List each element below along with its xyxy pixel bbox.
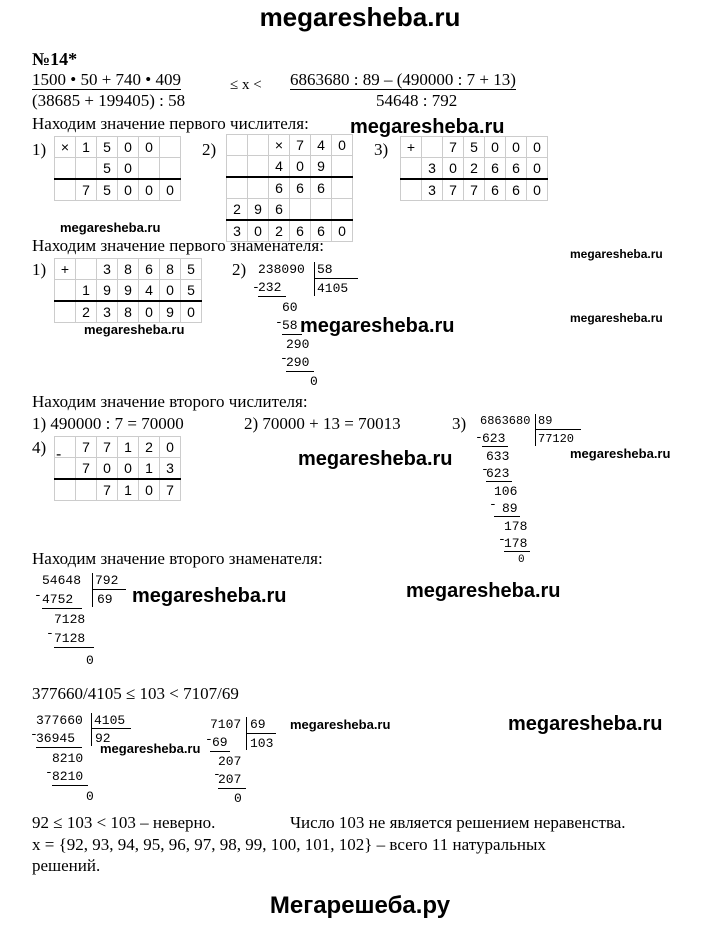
watermark: megaresheba.ru [350, 116, 505, 138]
grid-cell [160, 158, 181, 180]
grid-cell: 7 [443, 179, 464, 201]
grid-cell: 0 [118, 458, 139, 480]
watermark: megaresheba.ru [100, 741, 201, 756]
grid-cell: 4 [139, 280, 160, 302]
step-label: 2) [202, 140, 217, 159]
grid-cell: 7 [464, 179, 485, 201]
solution-set-end: решений. [32, 856, 101, 875]
grid-cell: 5 [181, 259, 202, 280]
grid-cell [248, 135, 269, 156]
grid-cell: 7 [290, 135, 311, 156]
division-step: 8210 [52, 769, 84, 784]
grid-cell: 5 [97, 179, 118, 201]
watermark: megaresheba.ru [406, 580, 561, 602]
grid-cell [76, 259, 97, 280]
grid-cell: 7 [97, 479, 118, 501]
grid-cell [311, 199, 332, 221]
division-step: 207 [218, 754, 242, 769]
grid-cell: 0 [118, 137, 139, 158]
division-step: 232 [258, 280, 282, 295]
problem-number: №14* [32, 49, 78, 69]
grid-cell: 0 [332, 135, 353, 156]
division-step: 623 [482, 431, 506, 446]
division-step: 0 [86, 653, 94, 668]
dividend: 377660 [36, 713, 83, 728]
grid-cell [290, 199, 311, 221]
multiplication-grid-1 [54, 136, 181, 201]
grid-cell: 3 [160, 458, 181, 480]
divisor: 69 [250, 717, 266, 732]
dividend: 54648 [42, 573, 82, 588]
grid-cell [55, 301, 76, 323]
conclusion-statement: Число 103 не является решением неравенства. [290, 813, 626, 832]
grid-cell: 6 [506, 158, 527, 180]
grid-cell: 0 [485, 137, 506, 158]
grid-cell [76, 479, 97, 501]
grid-cell: 6 [311, 177, 332, 199]
header-site-title: megaresheba.ru [259, 2, 461, 32]
watermark: megaresheba.ru [300, 315, 455, 337]
grid-cell: 5 [97, 158, 118, 180]
grid-cell: 6 [311, 220, 332, 242]
section3-title: Находим значение второго числителя: [32, 392, 308, 411]
step-label: 4) [32, 438, 47, 457]
watermark: megaresheba.ru [298, 448, 453, 470]
grid-cell: 0 [443, 158, 464, 180]
grid-cell: 2 [464, 158, 485, 180]
subtraction-grid [54, 436, 181, 501]
step-2: 2) 70000 + 13 = 70013 [244, 414, 401, 433]
watermark: megaresheba.ru [290, 717, 391, 732]
section2-title: Находим значение первого знаменателя: [32, 236, 324, 255]
watermark: megaresheba.ru [508, 713, 663, 735]
grid-cell: 0 [527, 137, 548, 158]
grid-cell: 7 [76, 437, 97, 458]
grid-cell: 4 [311, 135, 332, 156]
grid-cell: 2 [269, 220, 290, 242]
watermark: megaresheba.ru [570, 446, 671, 461]
grid-cell: 1 [118, 479, 139, 501]
grid-cell: 3 [97, 259, 118, 280]
grid-cell: 9 [311, 156, 332, 178]
division-step: 58 [282, 318, 298, 333]
grid-cell: 0 [139, 179, 160, 201]
quotient: 69 [97, 592, 113, 607]
grid-cell: 7 [160, 479, 181, 501]
grid-cell: 1 [139, 458, 160, 480]
grid-cell: 5 [464, 137, 485, 158]
grid-cell: 8 [160, 259, 181, 280]
grid-cell [227, 156, 248, 178]
quotient: 92 [95, 731, 111, 746]
grid-cell: 7 [443, 137, 464, 158]
grid-cell: 0 [290, 156, 311, 178]
grid-cell: × [269, 135, 290, 156]
grid-cell: 8 [118, 301, 139, 323]
grid-cell [422, 137, 443, 158]
grid-cell [248, 156, 269, 178]
addition-grid-2 [54, 258, 202, 323]
right-numerator: 6863680 : 89 – (490000 : 7 + 13) [290, 70, 516, 89]
grid-cell [55, 158, 76, 180]
grid-cell: 1 [76, 137, 97, 158]
grid-cell: 0 [527, 158, 548, 180]
grid-cell: 0 [506, 137, 527, 158]
section4-title: Находим значение второго знаменателя: [32, 549, 323, 568]
inequality-check: 377660/4105 ≤ 103 < 7107/69 [32, 684, 239, 703]
division-step: 60 [282, 300, 298, 315]
grid-cell [401, 179, 422, 201]
quotient: 103 [250, 736, 274, 751]
grid-cell: 6 [269, 177, 290, 199]
grid-cell: 6 [506, 179, 527, 201]
grid-cell: 3 [97, 301, 118, 323]
grid-cell: 6 [269, 199, 290, 221]
solution-set: x = {92, 93, 94, 95, 96, 97, 98, 99, 100, 101, 102} – всего 11 натуральных [32, 835, 546, 854]
multiplication-grid-2 [226, 134, 353, 242]
section1-title: Находим значение первого числителя: [32, 114, 309, 133]
step-label: 3) [374, 140, 389, 159]
grid-cell [139, 158, 160, 180]
divisor: 4105 [94, 713, 126, 728]
grid-cell: 0 [160, 280, 181, 302]
grid-cell: 0 [118, 179, 139, 201]
grid-cell: 6 [290, 177, 311, 199]
division-step: 290 [286, 355, 310, 370]
grid-cell: 0 [139, 137, 160, 158]
division-step: 89 [502, 501, 518, 516]
watermark: megaresheba.ru [84, 322, 185, 337]
grid-cell [160, 137, 181, 158]
watermark: megaresheba.ru [570, 311, 663, 325]
division-step: 0 [234, 791, 242, 806]
grid-cell: 0 [248, 220, 269, 242]
grid-cell: 0 [118, 158, 139, 180]
left-numerator: 1500 • 50 + 740 • 409 [32, 70, 181, 89]
grid-cell: 4 [269, 156, 290, 178]
grid-cell: 0 [139, 479, 160, 501]
conclusion-check: 92 ≤ 103 < 103 – неверно. [32, 813, 216, 832]
watermark: megaresheba.ru [570, 247, 663, 261]
dividend: 6863680 [480, 414, 531, 428]
grid-cell: 8 [118, 259, 139, 280]
grid-cell: 9 [248, 199, 269, 221]
grid-cell: 9 [160, 301, 181, 323]
divisor: 89 [538, 414, 553, 428]
right-denominator: 54648 : 792 [376, 91, 458, 110]
grid-cell: 7 [76, 458, 97, 480]
dividend: 238090 [258, 262, 305, 277]
division-step: 0 [310, 374, 318, 389]
grid-cell: 2 [76, 301, 97, 323]
grid-cell: 3 [227, 220, 248, 242]
grid-cell: 1 [118, 437, 139, 458]
grid-cell: 0 [97, 458, 118, 480]
grid-cell: 1 [76, 280, 97, 302]
grid-cell: 2 [227, 199, 248, 221]
grid-cell: 0 [181, 301, 202, 323]
grid-cell: 6 [290, 220, 311, 242]
grid-cell: 5 [97, 137, 118, 158]
grid-cell [227, 135, 248, 156]
footer-site-title: Мегарешеба.ру [269, 892, 451, 919]
grid-cell [401, 158, 422, 180]
watermark: megaresheba.ru [132, 585, 287, 607]
grid-cell: × [55, 137, 76, 158]
division-step: 178 [504, 519, 528, 534]
divisor: 792 [95, 573, 119, 588]
division-step: 8210 [52, 751, 84, 766]
division-step: 36945 [36, 731, 76, 746]
relation: ≤ x < [230, 77, 262, 93]
division-step: 7128 [54, 612, 86, 627]
grid-cell: 6 [139, 259, 160, 280]
grid-cell [332, 156, 353, 178]
grid-cell [332, 177, 353, 199]
step-label: 1) [32, 260, 47, 279]
division-step: 0 [518, 554, 525, 566]
watermark: megaresheba.ru [60, 220, 161, 235]
step-label: 1) [32, 140, 47, 159]
step-label: 3) [452, 414, 467, 433]
grid-cell: + [401, 137, 422, 158]
grid-cell [332, 199, 353, 221]
division-step: 4752 [42, 592, 74, 607]
division-step: 0 [86, 789, 94, 804]
grid-cell: 6 [485, 158, 506, 180]
grid-cell: 5 [181, 280, 202, 302]
grid-cell: 0 [160, 179, 181, 201]
grid-cell: + [55, 259, 76, 280]
grid-cell: 7 [76, 179, 97, 201]
division-step: 207 [218, 772, 242, 787]
step-1: 1) 490000 : 7 = 70000 [32, 414, 184, 433]
grid-cell: 0 [160, 437, 181, 458]
left-denominator: (38685 + 199405) : 58 [32, 91, 186, 110]
grid-cell: 0 [527, 179, 548, 201]
grid-cell [76, 158, 97, 180]
grid-cell: 2 [139, 437, 160, 458]
step-label: 2) [232, 260, 247, 279]
division-step: 623 [486, 466, 510, 481]
dividend: 7107 [210, 717, 242, 732]
addition-grid-1 [400, 136, 548, 201]
division-step: 178 [504, 536, 528, 551]
quotient: 77120 [538, 432, 575, 446]
division-step: 69 [212, 735, 228, 750]
divisor: 58 [317, 262, 333, 277]
grid-cell [55, 179, 76, 201]
grid-cell [55, 479, 76, 501]
quotient: 4105 [317, 281, 349, 296]
grid-cell: 7 [97, 437, 118, 458]
grid-cell [227, 177, 248, 199]
division-step: 106 [494, 484, 518, 499]
division-step: 633 [486, 449, 510, 464]
grid-cell: 3 [422, 158, 443, 180]
grid-cell [248, 177, 269, 199]
grid-cell: 0 [332, 220, 353, 242]
grid-cell: 0 [139, 301, 160, 323]
grid-cell: 9 [97, 280, 118, 302]
grid-cell [55, 280, 76, 302]
grid-cell: 6 [485, 179, 506, 201]
division-step: 7128 [54, 631, 86, 646]
division-step: 290 [286, 337, 310, 352]
grid-cell: 3 [422, 179, 443, 201]
grid-cell: 9 [118, 280, 139, 302]
